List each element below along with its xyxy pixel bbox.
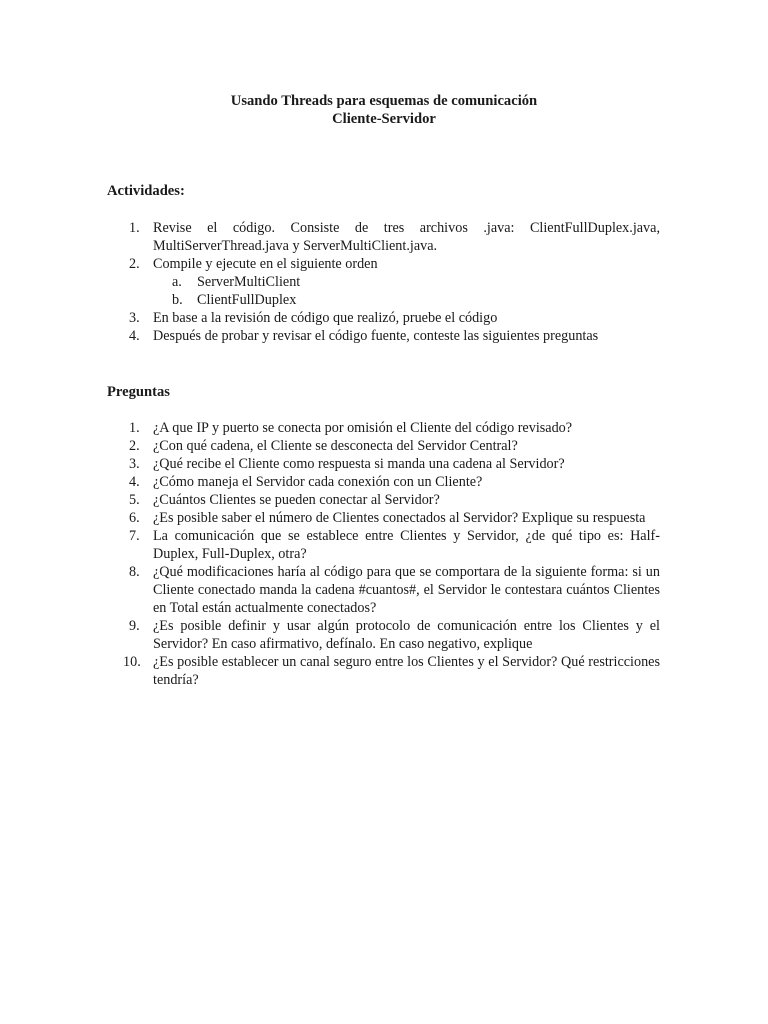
activities-list [107, 219, 660, 345]
question-number: 8. [129, 564, 140, 580]
question-number: 7. [129, 528, 140, 544]
activity-text: En base a la revisión de código que realizó, pruebe el código [153, 310, 498, 326]
question-item [107, 653, 660, 689]
activity-subitem-letter: b. [172, 292, 183, 308]
question-number: 4. [129, 474, 140, 490]
question-number: 6. [129, 510, 140, 526]
activity-sublist [153, 273, 660, 309]
question-item [107, 509, 660, 527]
questions-heading: Preguntas [107, 384, 170, 400]
activity-text: Revise el código. Consiste de tres archivos .java: ClientFullDuplex.java, MultiServerThread.java y ServerMultiClient.java. [153, 220, 660, 254]
question-item [107, 419, 660, 437]
question-item [107, 617, 660, 653]
activity-text: Después de probar y revisar el código fuente, conteste las siguientes preguntas [153, 328, 599, 344]
question-number: 2. [129, 438, 140, 454]
activity-number: 4. [129, 328, 140, 344]
question-text: ¿Es posible saber el número de Clientes conectados al Servidor? Explique su respuesta [153, 510, 646, 526]
activity-subitem-text: ClientFullDuplex [197, 292, 297, 308]
question-number: 3. [129, 456, 140, 472]
question-item [107, 437, 660, 455]
activity-subitem-text: ServerMultiClient [197, 274, 301, 290]
question-item [107, 563, 660, 617]
question-text: ¿Qué recibe el Cliente como respuesta si manda una cadena al Servidor? [153, 456, 565, 472]
activity-subitem [153, 291, 660, 309]
question-text: ¿Es posible definir y usar algún protocolo de comunicación entre los Clientes y el Servidor? En caso afirmativo, defínalo. En caso negativo, explique [153, 618, 660, 652]
activity-number: 2. [129, 256, 140, 272]
question-item [107, 473, 660, 491]
question-number: 10. [123, 654, 141, 670]
question-item [107, 455, 660, 473]
question-item [107, 527, 660, 563]
activity-number: 3. [129, 310, 140, 326]
activity-item [107, 219, 660, 255]
question-number: 5. [129, 492, 140, 508]
title-line-1: Usando Threads para esquemas de comunicación [230, 93, 538, 109]
document-title [0, 92, 768, 128]
activity-number: 1. [129, 220, 140, 236]
activity-subitem-letter: a. [172, 274, 182, 290]
question-text: ¿Qué modificaciones haría al código para que se comportara de la siguiente forma: si un Cliente conectado manda la cadena #cuantos#, el Servidor le contestara cuántos Clientes en Total están actualmente conectados? [153, 564, 660, 616]
activity-item [107, 255, 660, 309]
question-text: ¿Con qué cadena, el Cliente se desconecta del Servidor Central? [153, 438, 518, 454]
question-number: 9. [129, 618, 140, 634]
question-number: 1. [129, 420, 140, 436]
question-text: ¿Cómo maneja el Servidor cada conexión con un Cliente? [153, 474, 483, 490]
questions-list [107, 419, 660, 689]
activity-subitem [153, 273, 660, 291]
question-item [107, 491, 660, 509]
question-text: ¿A que IP y puerto se conecta por omisión el Cliente del código revisado? [153, 420, 573, 436]
question-text: La comunicación que se establece entre Clientes y Servidor, ¿de qué tipo es: Half-Duplex, Full-Duplex, otra? [153, 528, 660, 562]
activity-text: Compile y ejecute en el siguiente orden [153, 256, 378, 272]
title-line-2: Cliente-Servidor [332, 111, 436, 127]
activities-heading: Actividades: [107, 183, 185, 199]
activity-item [107, 327, 660, 345]
activity-item [107, 309, 660, 327]
question-text: ¿Cuántos Clientes se pueden conectar al Servidor? [153, 492, 440, 508]
question-text: ¿Es posible establecer un canal seguro entre los Clientes y el Servidor? Qué restricciones tendría? [153, 654, 660, 688]
